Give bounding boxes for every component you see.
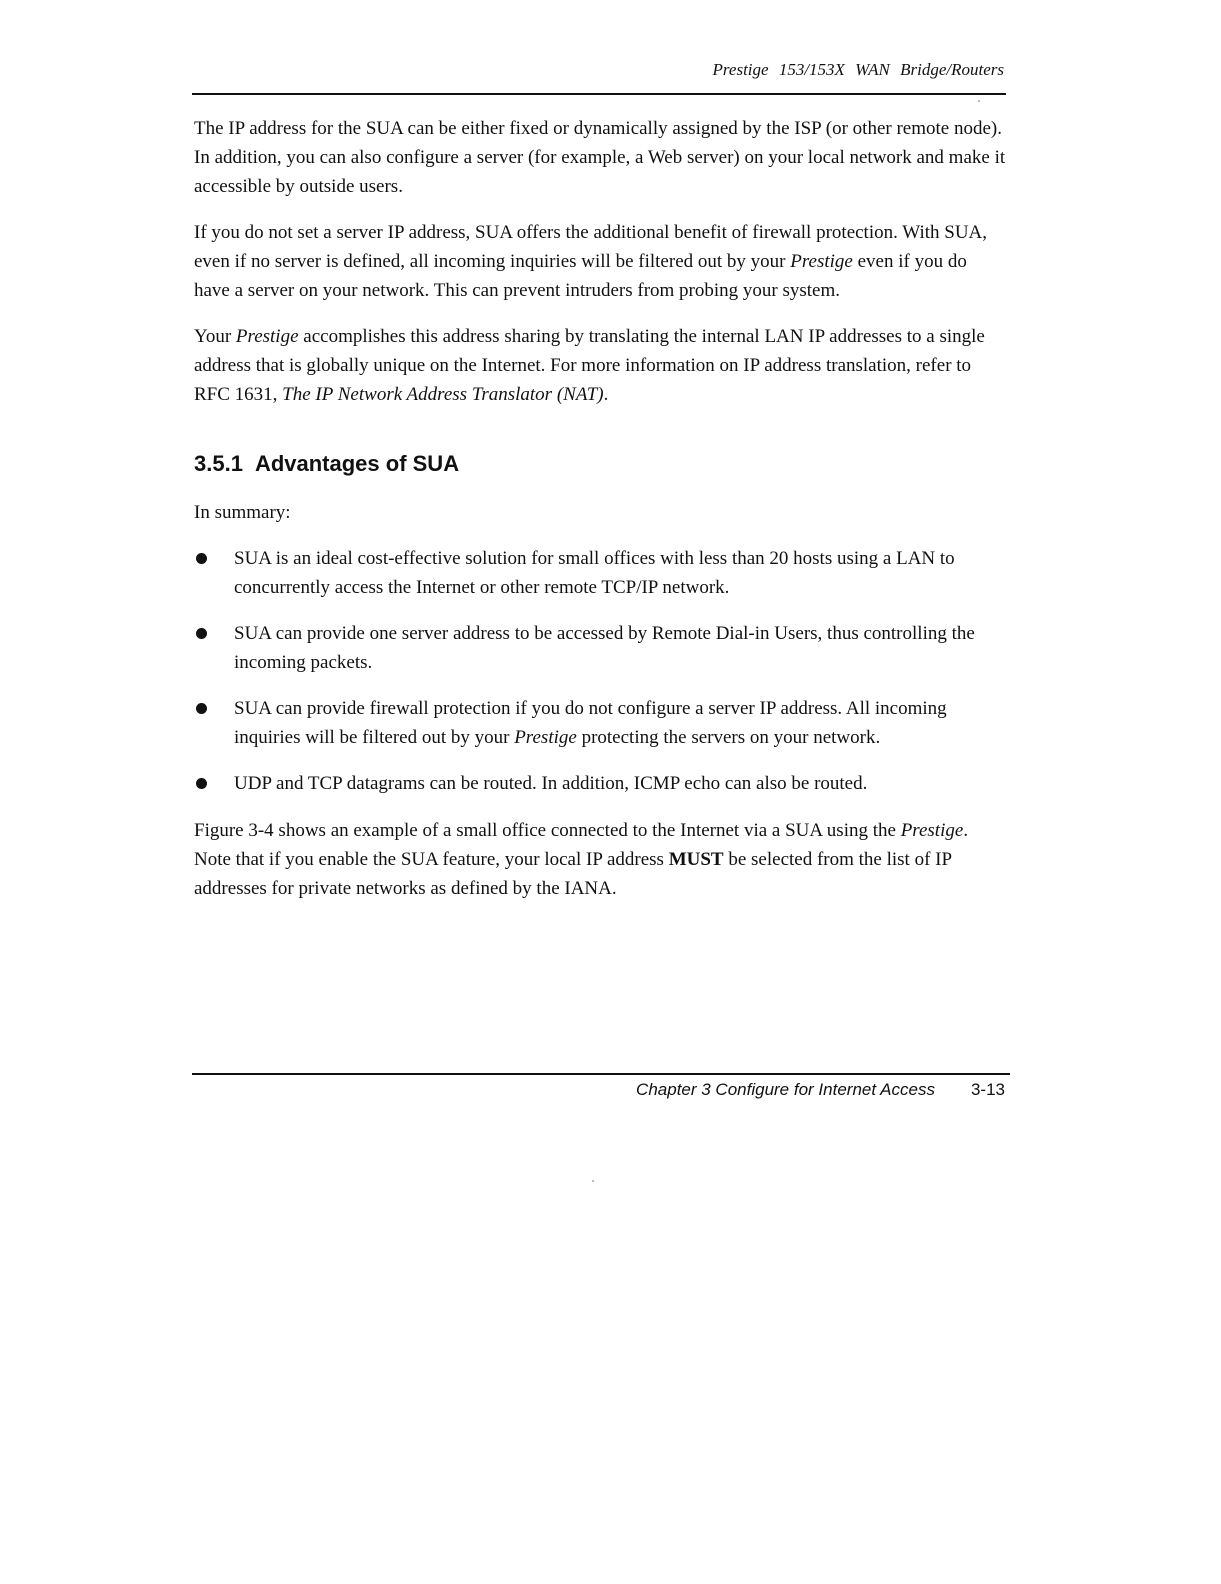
list-item-text xyxy=(234,698,947,748)
emphasis-must: MUST xyxy=(668,849,724,870)
advantages-list xyxy=(194,544,1006,798)
page-body xyxy=(194,114,1006,920)
product-name: Prestige xyxy=(790,251,853,272)
page-number: 3-13 xyxy=(970,1080,1005,1099)
text-run: Figure 3-4 shows an example of a small office connected to the Internet via a SUA using the xyxy=(194,820,901,841)
bullet-icon xyxy=(196,703,207,714)
footer-chapter: Chapter 3 Configure for Internet Access xyxy=(636,1080,935,1099)
text-run: If you do not set a server IP address, SUA offers the additional benefit of firewall protection. With SUA, even if no server is defined, all incoming inquiries will be filtered out by your xyxy=(194,222,988,272)
text-run: protecting the servers on your network. xyxy=(576,727,881,748)
section-number: 3.5.1 xyxy=(194,451,243,476)
text-run: accomplishes this address sharing by translating the internal LAN IP addresses to a single address that is globally unique on the Internet. For more information on IP address translation, refer to RFC 1631, xyxy=(194,326,985,405)
section-heading xyxy=(194,449,1006,478)
text-run: even if you do have a server on your network. This can prevent intruders from probing your system. xyxy=(194,251,967,301)
paragraph-firewall xyxy=(194,218,1006,305)
paragraph-figure-reference xyxy=(194,816,1006,903)
summary-intro: In summary: xyxy=(194,502,291,523)
list-item xyxy=(194,619,1006,677)
text-run: . Note that if you enable the SUA feature, your local IP address xyxy=(194,820,969,870)
product-name: Prestige xyxy=(235,326,299,347)
header-rule xyxy=(192,93,1006,95)
rfc-title: The IP Network Address Translator (NAT) xyxy=(282,384,604,405)
paragraph-sua-address: The IP address for the SUA can be either fixed or dynamically assigned by the ISP (or other remote node). In addition, you can also configure a server (for example, a Web server) on your local network and make it accessible by outside users. xyxy=(194,118,1006,197)
running-footer xyxy=(636,1080,1005,1100)
list-item-text: SUA is an ideal cost-effective solution for small offices with less than 20 hosts using a LAN to concurrently access the Internet or other remote TCP/IP network. xyxy=(234,548,955,598)
running-header: Prestige 153/153X WAN Bridge/Routers xyxy=(712,60,1004,79)
text-run: . xyxy=(603,384,609,405)
list-item-text: UDP and TCP datagrams can be routed. In addition, ICMP echo can also be routed. xyxy=(234,773,868,794)
scan-speck xyxy=(978,100,980,102)
bullet-icon xyxy=(196,553,207,564)
bullet-icon xyxy=(196,778,207,789)
product-name: Prestige xyxy=(514,727,577,748)
product-name: Prestige xyxy=(900,820,964,841)
scan-speck xyxy=(592,1180,594,1182)
text-run: SUA can provide firewall protection if you do not configure a server IP address. All incoming inquiries will be filtered out by your xyxy=(234,698,947,748)
list-item xyxy=(194,544,1006,602)
list-item-text: SUA can provide one server address to be accessed by Remote Dial-in Users, thus controlling the incoming packets. xyxy=(234,623,975,673)
bullet-icon xyxy=(196,628,207,639)
list-item xyxy=(194,694,1006,752)
text-run: be selected from the list of IP addresses for private networks as defined by the IANA. xyxy=(194,849,952,899)
list-item xyxy=(194,769,1006,798)
section-title: Advantages of SUA xyxy=(254,451,460,476)
footer-rule xyxy=(192,1073,1010,1075)
text-run: Your xyxy=(194,326,236,347)
paragraph-address-sharing xyxy=(194,322,1006,409)
